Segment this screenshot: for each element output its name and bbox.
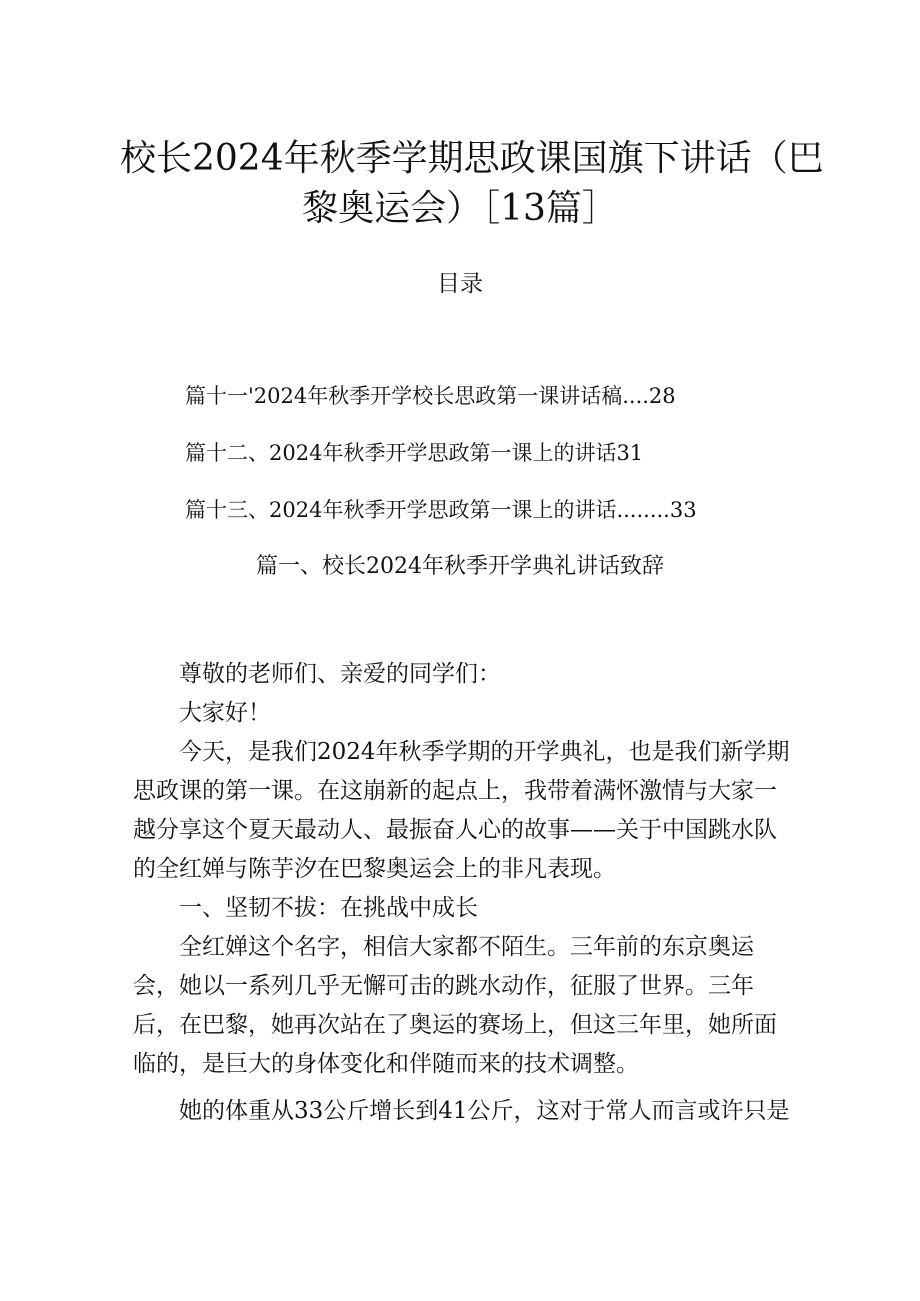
toc-entry[interactable]: 篇十一'2024年秋季开学校长思政第一课讲话稿....28: [185, 384, 676, 408]
document-title: [120, 134, 824, 234]
section-heading: 篇一、校长2024年秋季开学典礼讲话致辞: [256, 554, 664, 579]
body-text: [133, 655, 793, 1131]
greeting-paragraph: 大家好！: [179, 700, 271, 726]
body-paragraph: 今天，是我们2024年秋季学期的开学典礼，也是我们新学期思政课的第一课。在这崩新的起点上，我带着满怀激情与大家一越分享这个夏天最动人、最振奋人心的故事——关于中国跳水队的全红婵与陈芋汐在巴黎奥运会上的非凡表现。: [133, 739, 790, 882]
subheading-paragraph: 一、坚韧不拔：在挑战中成长: [179, 895, 478, 921]
body-paragraph: 她的体重从33公斤增长到41公斤，这对于常人而言或许只是: [179, 1098, 790, 1124]
title-line-1: 校长2024年秋季学期思政课国旗下讲话（巴: [120, 138, 824, 179]
toc-entry[interactable]: 篇十二、2024年秋季开学思政第一课上的讲话31: [185, 441, 644, 465]
toc-entry[interactable]: 篇十三、2024年秋季开学思政第一课上的讲话........33: [185, 498, 697, 522]
salutation-paragraph: 尊敬的老师们、亲爱的同学们：: [179, 661, 501, 687]
title-line-2: 黎奥运会）［13篇］: [302, 188, 618, 229]
body-paragraph: 全红婵这个名字，相信大家都不陌生。三年前的东京奥运会，她以一系列几乎无懈可击的跳水动作，征服了世界。三年后，在巴黎，她再次站在了奥运的赛场上，但这三年里，她所面临的，是巨大的身体变化和伴随而来的技术调整。: [133, 934, 777, 1077]
toc-heading: 目录: [437, 271, 483, 297]
